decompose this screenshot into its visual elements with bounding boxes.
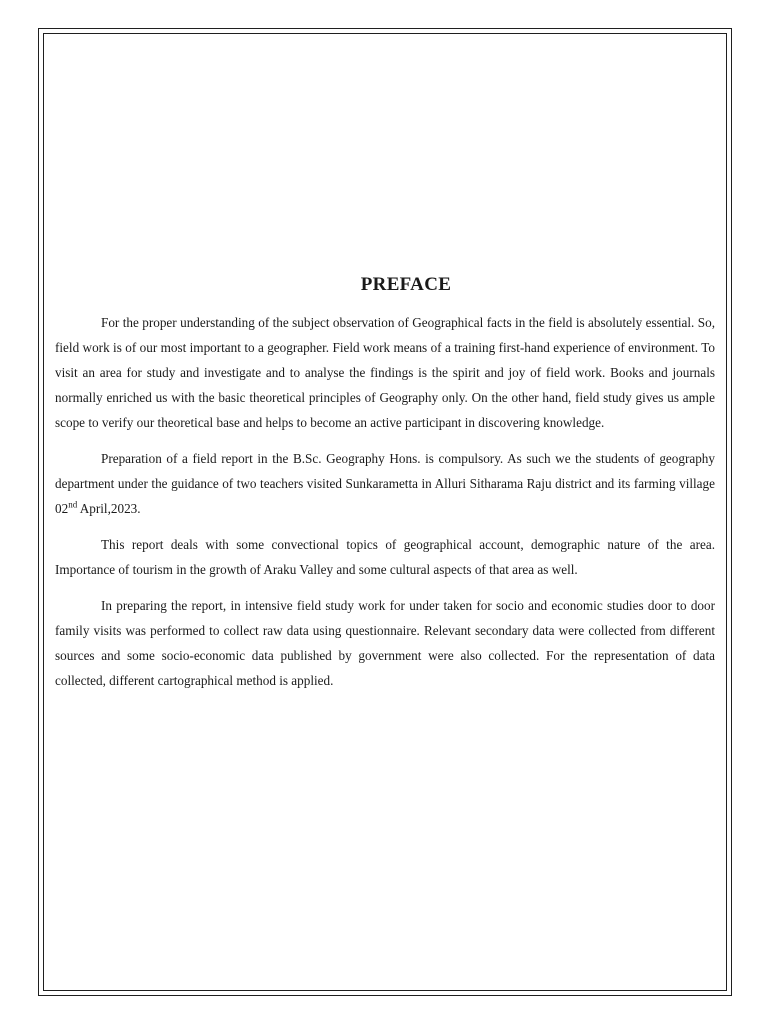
date-superscript: nd [68,499,78,510]
paragraph-2-text: Preparation of a field report in the B.Sc. Geography Hons. is compulsory. As such we the students of geography department under the guidance of two teachers visited Sunkarametta in Alluri Sitharama Raju district and its farming village 02 [55,451,715,516]
paragraph-4: In preparing the report, in intensive field study work for under taken for socio and economic studies door to door family visits was performed to collect raw data using questionnaire. Relevant secondary data were collected from different sources and some socio-economic data published by government were also collected. For the representation of data collected, different cartographical method is applied. [55,598,715,688]
preface-content [55,274,715,704]
paragraph-1: For the proper understanding of the subject observation of Geographical facts in the field is absolutely essential. So, field work is of our most important to a geographer. Field work means of a training first-hand experience of environment. To visit an area for study and investigate and to analyse the findings is the spirit and joy of field work. Books and journals normally enriched us with the basic theoretical principles of Geography only. On the other hand, field study gives us ample scope to verify our theoretical base and helps to become an active participant in discovering knowledge. [55,315,715,430]
paragraph-3: This report deals with some convectional topics of geographical account, demographic nature of the area. Importance of tourism in the growth of Araku Valley and some cultural aspects of that area as well. [55,537,715,577]
paragraph-2 [55,446,715,521]
page-title: PREFACE [360,274,452,295]
paragraph-2-date: April,2023. [77,501,141,516]
